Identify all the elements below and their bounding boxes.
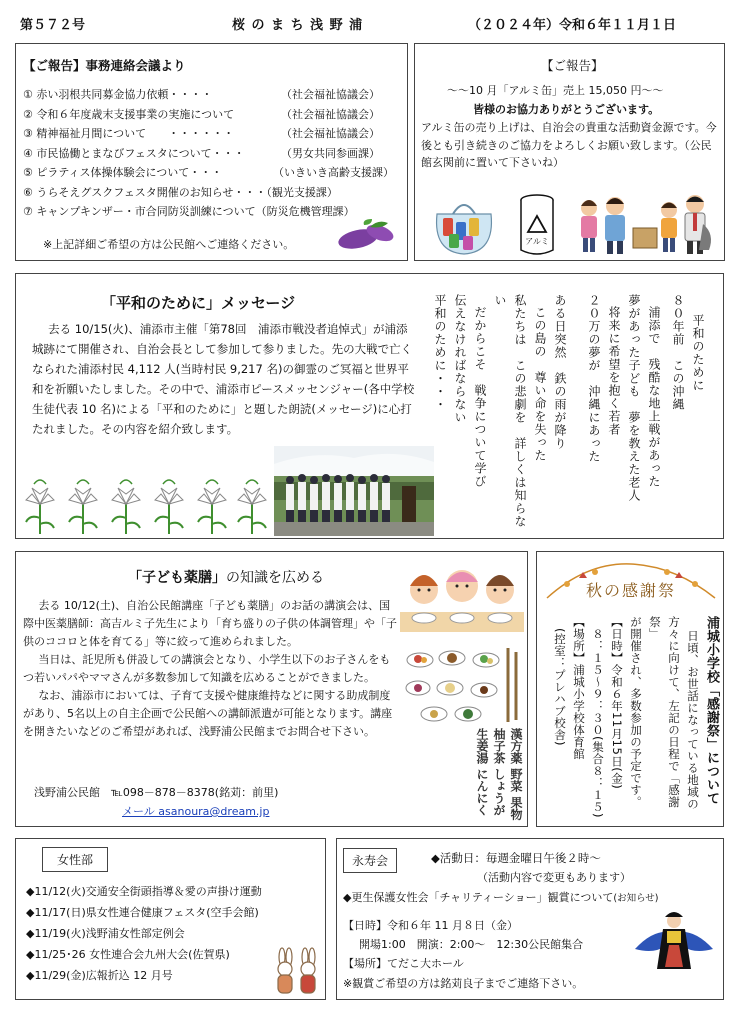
calligraphy-word: 果物 (509, 796, 523, 821)
list-item: ④ 市民協働とまなびフェスタについて・・・ （男女共同参画課） (23, 146, 380, 160)
meeting-report-list (23, 86, 405, 223)
festival-title: 浦城小学校「感謝祭」について (704, 616, 719, 805)
yakuzen-paragraph-3: なお、浦添市においては、子育て支援や健康維持などに関する助成制度があり、5名以上の自主企画で公民館への講師派遣が可能となります。講座を開きたいなどのご希望があれば、浅野浦公民館までお問合せ下さい。 (23, 689, 393, 738)
poem-line (570, 294, 584, 529)
calligraphy-word: 野菜 (509, 768, 523, 793)
womens-title: 女性部 (42, 847, 108, 872)
eijukai-place: 【場所】てだこ大ホール (343, 957, 464, 970)
list-item: ③ 精神福祉月間について ・・・・・・ （社会福祉協議会） (23, 127, 380, 140)
womens-division-box (15, 838, 326, 1000)
issue-date: （２０２４年）令和６年１１月１日 (468, 18, 677, 33)
festival-line: 【日時】令和６年11月15日(金) (610, 616, 624, 790)
can-bag-icon (429, 194, 499, 256)
aluminum-report-title: 【ご報告】 (541, 58, 604, 73)
family-recycling-illustration (575, 194, 715, 256)
list-item: ◆11/29(金)広報折込 12 月号 (26, 969, 173, 982)
aluminum-body: アルミ缶の売り上げは、自治会の貴重な活動資金源です。今後とも引き続きのご協力をよろしくお願い致します。（公民館玄関前に置いて下さいね） (421, 121, 717, 169)
meeting-report-note: ※上記詳細ご希望の方は公民館へご連絡ください。 (43, 238, 295, 251)
poem-line: 浦添で 残酷な地上戦があった (647, 306, 661, 488)
eijukai-event-note: (お知らせ) (613, 893, 659, 904)
poem-line: 将来に希望を抱く若者 (607, 306, 621, 436)
festival-line: ８：１５～９：３０(集合８：１５) (591, 616, 605, 818)
school-festival-box (536, 551, 724, 827)
peace-body: 去る 10/15(火)、浦添市主催「第78回 浦添市戦没者追悼式」が浦添城跡にて開催され、自治会長として参加して参りました。先の大戦で亡くなられた浦添村民 4,112 人(当時村民 9,217 名)の御霊のご冥福と世界平和を祈願いたしました。その中で、浦添市ピースメッセンジャー(各中学校生徒代表 10 名)による「平和のために」と題した朗読(メッセージ)に心打たれました。その内容を紹介致します。 (32, 322, 415, 436)
list-item: ⑦ キャンプキンザー・市合同防災訓練について（防災危機管理課） (23, 205, 355, 218)
festival-body (541, 616, 721, 824)
yakuzen-paragraph-2: 当日は、託児所も併設しての講演会となり、小学生以下のお子さんをもつ若いパパやママさんが多数参加して知識を広めることができました。 (23, 653, 391, 684)
womens-event-list (26, 881, 262, 986)
yakuzen-title (128, 567, 324, 587)
newsletter-title: 桜 の ま ち 浅 野 浦 (232, 18, 364, 33)
list-item: ◆11/12(火)交通安全街頭指導＆愛の声掛け運動 (26, 885, 262, 898)
list-item: ◆11/17(日)県女性連合健康フェスタ(空手会館) (26, 906, 259, 919)
poem-line: ８０年前 この沖縄 (671, 294, 685, 411)
poem-line: ある日突然 鉄の雨が降り (553, 294, 567, 450)
yakuzen-contact: 浅野浦公民館 ℡098－878－8378(銘苅：前里) (34, 786, 279, 799)
poem-line: 平和のために・・・ (433, 294, 447, 411)
eijukai-note: ※観賞ご希望の方は銘苅良子までご連絡下さい。 (343, 977, 584, 990)
calligraphy-word: 生姜湯 (475, 728, 489, 764)
peace-message-box (15, 273, 724, 539)
ryukyu-dancer-icon (631, 909, 717, 973)
poem-line: 平和のために (691, 314, 705, 392)
food-dishes-illustration (404, 648, 524, 728)
yakuzen-title-main: 「子ども薬膳」 (128, 570, 226, 586)
calligraphy-word: 漢方薬 (509, 728, 523, 764)
calligraphy-word: しょうが (492, 768, 506, 817)
eijukai-box (336, 838, 724, 1000)
meeting-report-box (15, 43, 408, 261)
yakuzen-email-link[interactable]: メール asanoura@dream.jp (122, 805, 270, 818)
poem-line: 伝えなければならない (453, 294, 467, 424)
list-item: ⑥ うらそえグスクフェスタ開催のお知らせ・・・（観光支援課） (23, 185, 338, 199)
aluminum-report-box (414, 43, 725, 261)
festival-line: 日頃、お世話になっている地域の (686, 630, 700, 810)
eijukai-times: 開場1:00 開演：2:00～ 12:30公民館集合 (359, 938, 584, 951)
poem-line: 私たちは この悲劇を 詳しくは知らない (493, 294, 527, 528)
list-item: ◆11/19(火)浅野浦女性部定例会 (26, 927, 185, 940)
aluminum-sales-line: ～～10 月「アルミ缶」売上 15,050 円～～ (447, 84, 664, 97)
festival-line: 方々に向けて、左記の日程で「感謝祭」 (648, 616, 681, 808)
sweet-potato-icon (334, 219, 400, 253)
festival-line: (控室：プレハブ校舎) (553, 616, 567, 746)
eijukai-activity: ◆活動日：毎週金曜日午後２時～ (431, 851, 601, 865)
festival-banner-text: 秋の感謝祭 (585, 581, 676, 600)
issue-number: 第５７２号 (20, 18, 86, 33)
list-item: ◆11/25･26 女性連合会九州大会(佐賀県) (26, 948, 230, 961)
calligraphy-word: 柚子茶 (492, 728, 506, 764)
peace-title: 「平和のために」メッセージ (101, 294, 296, 312)
poem-line: 夢があった子ども 夢を教えた老人 (627, 294, 641, 502)
aluminum-thanks: 皆様のお協力ありがとうございます。 (473, 103, 660, 116)
aluminum-can-icon (519, 194, 555, 256)
ceremony-photo (274, 446, 434, 536)
festival-banner (545, 560, 717, 604)
eijukai-activity-note: （活動内容で変更もあります） (477, 871, 631, 884)
festival-line: 【場所】浦城小学校体育館 (572, 616, 586, 760)
eijukai-date: 【日時】令和６年 11 月８日（金） (343, 919, 518, 932)
festival-line: が開催され、多数参加の予定です。 (629, 616, 643, 808)
yakuzen-calligraphy (398, 728, 524, 826)
yakuzen-paragraph-1: 去る 10/12(土)、自治公民館講座「子ども薬膳」のお話の講演会は、国際中医薬膳師：高吉ルミ子先生により「育ち盛りの子供の体調管理」や「子供のココロと体を育てる」等に絞って進められました。 (23, 599, 397, 648)
rabbit-couple-icon (272, 947, 322, 997)
list-item: ② 令和６年度歳末支援事業の実施について （社会福祉協議会） (23, 107, 380, 121)
calligraphy-word: にんにく (475, 768, 489, 817)
kids-yakuzen-box (15, 551, 528, 827)
kids-eating-illustration (400, 564, 524, 634)
eijukai-title: 永寿会 (343, 848, 397, 873)
can-label: アルミ (525, 237, 549, 246)
eijukai-event (343, 889, 659, 905)
yakuzen-title-sub: の知識を広める (226, 570, 324, 586)
meeting-report-title: 【ご報告】事務連絡会議より (23, 58, 186, 73)
list-item: ① 赤い羽根共同募金協力依頼・・・・ （社会福祉協議会） (23, 88, 380, 101)
poem-line: この島の 尊い命を失った (533, 306, 547, 462)
yakuzen-body (23, 597, 397, 741)
poem-line: だからこそ 戦争について学び (473, 306, 487, 488)
peace-poem (433, 294, 708, 529)
list-item: ⑤ ピラティス体操体験会について・・・ （いきいき高齢支援課） (23, 166, 394, 179)
lily-flowers-icon (22, 474, 270, 536)
poem-line: ２０万の夢が 沖縄にあった (587, 294, 601, 463)
eijukai-event-title: ◆更生保護女性会「チャリティーショー」観賞について (343, 891, 614, 904)
